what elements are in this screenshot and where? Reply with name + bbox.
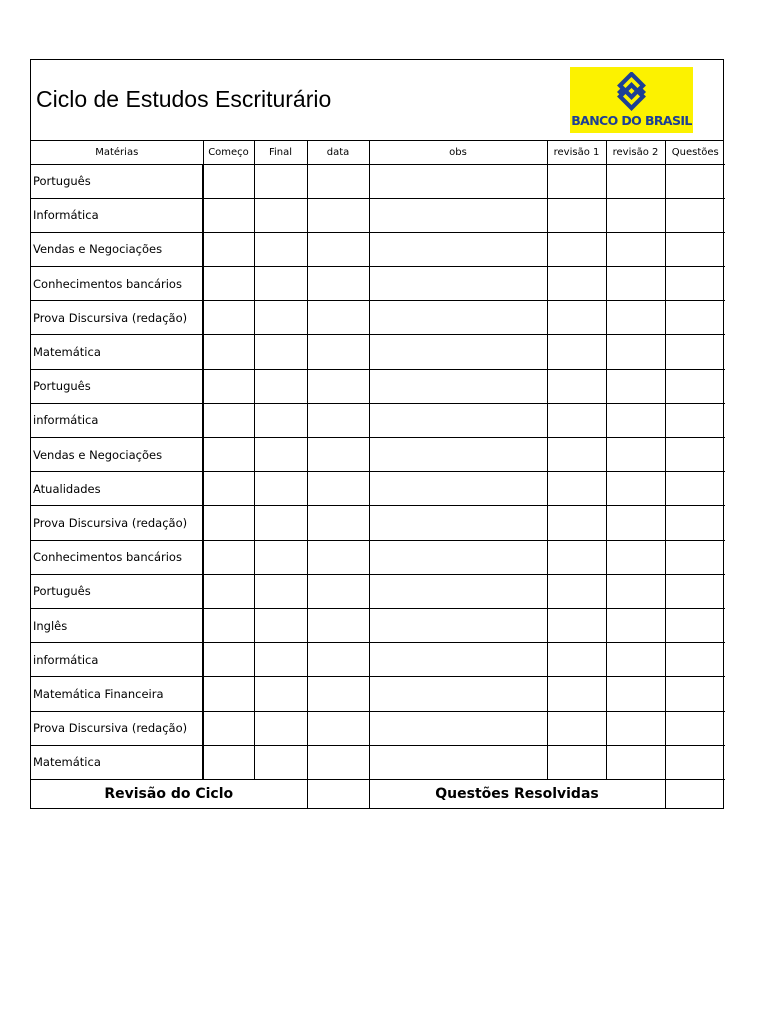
- subject-cell: Conhecimentos bancários: [31, 540, 203, 574]
- notes-cell[interactable]: [369, 472, 547, 506]
- end-cell[interactable]: [254, 369, 307, 403]
- review-1-cell[interactable]: [547, 403, 606, 437]
- end-cell[interactable]: [254, 472, 307, 506]
- subject-cell: Português: [31, 574, 203, 608]
- questions-cell[interactable]: [665, 711, 725, 745]
- date-cell[interactable]: [307, 608, 369, 642]
- end-cell[interactable]: [254, 164, 307, 198]
- subject-cell: Informática: [31, 198, 203, 232]
- start-cell[interactable]: [203, 403, 254, 437]
- table-row: [31, 574, 725, 608]
- date-cell[interactable]: [307, 745, 369, 779]
- column-header-review-1: revisão 1: [547, 141, 606, 164]
- review-2-cell[interactable]: [606, 369, 665, 403]
- questions-cell[interactable]: [665, 301, 725, 335]
- review-2-cell[interactable]: [606, 677, 665, 711]
- review-2-cell[interactable]: [606, 506, 665, 540]
- start-cell[interactable]: [203, 198, 254, 232]
- questions-cell[interactable]: [665, 438, 725, 472]
- subject-cell: Atualidades: [31, 472, 203, 506]
- questions-cell[interactable]: [665, 267, 725, 301]
- end-cell[interactable]: [254, 643, 307, 677]
- date-cell[interactable]: [307, 301, 369, 335]
- review-1-cell[interactable]: [547, 506, 606, 540]
- review-2-cell[interactable]: [606, 335, 665, 369]
- table-body: [31, 164, 725, 779]
- notes-cell[interactable]: [369, 301, 547, 335]
- review-2-cell[interactable]: [606, 403, 665, 437]
- notes-cell[interactable]: [369, 335, 547, 369]
- table-row: [31, 608, 725, 642]
- table-row: [31, 198, 725, 232]
- table-row: [31, 506, 725, 540]
- notes-cell[interactable]: [369, 608, 547, 642]
- table-row: [31, 403, 725, 437]
- date-cell[interactable]: [307, 267, 369, 301]
- column-header-start: Começo: [203, 141, 254, 164]
- column-header-review-2: revisão 2: [606, 141, 665, 164]
- date-cell[interactable]: [307, 403, 369, 437]
- review-1-cell[interactable]: [547, 643, 606, 677]
- table-row: [31, 301, 725, 335]
- end-cell[interactable]: [254, 506, 307, 540]
- questions-cell[interactable]: [665, 540, 725, 574]
- review-2-cell[interactable]: [606, 711, 665, 745]
- notes-cell[interactable]: [369, 506, 547, 540]
- end-cell[interactable]: [254, 540, 307, 574]
- start-cell[interactable]: [203, 335, 254, 369]
- review-1-cell[interactable]: [547, 608, 606, 642]
- review-1-cell[interactable]: [547, 438, 606, 472]
- study-cycle-sheet: [30, 59, 724, 809]
- end-cell[interactable]: [254, 438, 307, 472]
- date-cell[interactable]: [307, 232, 369, 266]
- footer-row: [31, 779, 725, 808]
- table-row: [31, 369, 725, 403]
- table-row: [31, 267, 725, 301]
- date-cell[interactable]: [307, 540, 369, 574]
- date-cell[interactable]: [307, 506, 369, 540]
- date-cell[interactable]: [307, 335, 369, 369]
- review-2-cell[interactable]: [606, 438, 665, 472]
- review-1-cell[interactable]: [547, 232, 606, 266]
- subject-cell: Vendas e Negociações: [31, 438, 203, 472]
- subject-cell: Português: [31, 164, 203, 198]
- notes-cell[interactable]: [369, 574, 547, 608]
- column-header-date: data: [307, 141, 369, 164]
- subject-cell: Vendas e Negociações: [31, 232, 203, 266]
- questions-cell[interactable]: [665, 745, 725, 779]
- subject-cell: Português: [31, 369, 203, 403]
- review-1-cell[interactable]: [547, 164, 606, 198]
- questions-cell[interactable]: [665, 506, 725, 540]
- table-row: [31, 745, 725, 779]
- date-cell[interactable]: [307, 574, 369, 608]
- notes-cell[interactable]: [369, 745, 547, 779]
- subject-cell: informática: [31, 643, 203, 677]
- questions-cell[interactable]: [665, 232, 725, 266]
- review-1-cell[interactable]: [547, 369, 606, 403]
- end-cell[interactable]: [254, 335, 307, 369]
- review-2-cell[interactable]: [606, 643, 665, 677]
- end-cell[interactable]: [254, 198, 307, 232]
- review-2-cell[interactable]: [606, 301, 665, 335]
- start-cell[interactable]: [203, 472, 254, 506]
- review-1-cell[interactable]: [547, 472, 606, 506]
- questions-cell[interactable]: [665, 198, 725, 232]
- table-row: [31, 438, 725, 472]
- subject-cell: informática: [31, 403, 203, 437]
- review-2-cell[interactable]: [606, 745, 665, 779]
- date-cell[interactable]: [307, 198, 369, 232]
- review-1-cell[interactable]: [547, 198, 606, 232]
- end-cell[interactable]: [254, 677, 307, 711]
- review-2-cell[interactable]: [606, 267, 665, 301]
- questions-cell[interactable]: [665, 643, 725, 677]
- start-cell[interactable]: [203, 540, 254, 574]
- notes-cell[interactable]: [369, 164, 547, 198]
- end-cell[interactable]: [254, 403, 307, 437]
- start-cell[interactable]: [203, 643, 254, 677]
- start-cell[interactable]: [203, 164, 254, 198]
- review-2-cell[interactable]: [606, 198, 665, 232]
- solved-questions-cell[interactable]: [665, 779, 725, 808]
- review-1-cell[interactable]: [547, 301, 606, 335]
- end-cell[interactable]: [254, 608, 307, 642]
- date-cell[interactable]: [307, 472, 369, 506]
- subject-cell: Prova Discursiva (redação): [31, 301, 203, 335]
- solved-questions-label: Questões Resolvidas: [369, 779, 665, 808]
- notes-cell[interactable]: [369, 438, 547, 472]
- questions-cell[interactable]: [665, 608, 725, 642]
- cycle-revision-cell[interactable]: [307, 779, 369, 808]
- review-1-cell[interactable]: [547, 711, 606, 745]
- end-cell[interactable]: [254, 745, 307, 779]
- subject-cell: Conhecimentos bancários: [31, 267, 203, 301]
- column-header-notes: obs: [369, 141, 547, 164]
- date-cell[interactable]: [307, 164, 369, 198]
- notes-cell[interactable]: [369, 677, 547, 711]
- table-header-row: [31, 141, 725, 164]
- date-cell[interactable]: [307, 438, 369, 472]
- table-row: [31, 711, 725, 745]
- notes-cell[interactable]: [369, 643, 547, 677]
- questions-cell[interactable]: [665, 677, 725, 711]
- questions-cell[interactable]: [665, 335, 725, 369]
- review-1-cell[interactable]: [547, 574, 606, 608]
- notes-cell[interactable]: [369, 403, 547, 437]
- table-row: [31, 472, 725, 506]
- end-cell[interactable]: [254, 232, 307, 266]
- subject-cell: Prova Discursiva (redação): [31, 711, 203, 745]
- notes-cell[interactable]: [369, 369, 547, 403]
- title-row: [31, 60, 723, 141]
- subject-cell: Prova Discursiva (redação): [31, 506, 203, 540]
- start-cell[interactable]: [203, 267, 254, 301]
- review-1-cell[interactable]: [547, 540, 606, 574]
- subject-cell: Inglês: [31, 608, 203, 642]
- notes-cell[interactable]: [369, 198, 547, 232]
- review-1-cell[interactable]: [547, 335, 606, 369]
- start-cell[interactable]: [203, 506, 254, 540]
- column-header-end: Final: [254, 141, 307, 164]
- date-cell[interactable]: [307, 677, 369, 711]
- start-cell[interactable]: [203, 677, 254, 711]
- end-cell[interactable]: [254, 301, 307, 335]
- review-2-cell[interactable]: [606, 540, 665, 574]
- logo-text: BANCO DO BRASIL: [571, 113, 692, 128]
- end-cell[interactable]: [254, 574, 307, 608]
- banco-do-brasil-logo: [570, 67, 693, 133]
- end-cell[interactable]: [254, 711, 307, 745]
- study-table: [31, 141, 725, 808]
- questions-cell[interactable]: [665, 574, 725, 608]
- review-1-cell[interactable]: [547, 745, 606, 779]
- review-1-cell[interactable]: [547, 267, 606, 301]
- page-title: Ciclo de Estudos Escriturário: [36, 86, 332, 112]
- start-cell[interactable]: [203, 574, 254, 608]
- table-row: [31, 643, 725, 677]
- table-row: [31, 232, 725, 266]
- subject-cell: Matemática Financeira: [31, 677, 203, 711]
- date-cell[interactable]: [307, 711, 369, 745]
- review-2-cell[interactable]: [606, 472, 665, 506]
- end-cell[interactable]: [254, 267, 307, 301]
- start-cell[interactable]: [203, 711, 254, 745]
- questions-cell[interactable]: [665, 403, 725, 437]
- subject-cell: Matemática: [31, 335, 203, 369]
- review-2-cell[interactable]: [606, 608, 665, 642]
- column-header-subjects: Matérias: [31, 141, 203, 164]
- questions-cell[interactable]: [665, 472, 725, 506]
- table-row: [31, 677, 725, 711]
- column-header-questions: Questões: [665, 141, 725, 164]
- notes-cell[interactable]: [369, 540, 547, 574]
- start-cell[interactable]: [203, 232, 254, 266]
- start-cell[interactable]: [203, 745, 254, 779]
- date-cell[interactable]: [307, 369, 369, 403]
- review-2-cell[interactable]: [606, 164, 665, 198]
- review-2-cell[interactable]: [606, 574, 665, 608]
- bb-logo-icon: [609, 72, 654, 112]
- questions-cell[interactable]: [665, 369, 725, 403]
- start-cell[interactable]: [203, 369, 254, 403]
- subject-cell: Matemática: [31, 745, 203, 779]
- table-row: [31, 335, 725, 369]
- start-cell[interactable]: [203, 608, 254, 642]
- cycle-revision-label: Revisão do Ciclo: [31, 779, 307, 808]
- review-2-cell[interactable]: [606, 232, 665, 266]
- start-cell[interactable]: [203, 301, 254, 335]
- notes-cell[interactable]: [369, 267, 547, 301]
- start-cell[interactable]: [203, 438, 254, 472]
- questions-cell[interactable]: [665, 164, 725, 198]
- notes-cell[interactable]: [369, 232, 547, 266]
- review-1-cell[interactable]: [547, 677, 606, 711]
- table-row: [31, 164, 725, 198]
- notes-cell[interactable]: [369, 711, 547, 745]
- table-row: [31, 540, 725, 574]
- date-cell[interactable]: [307, 643, 369, 677]
